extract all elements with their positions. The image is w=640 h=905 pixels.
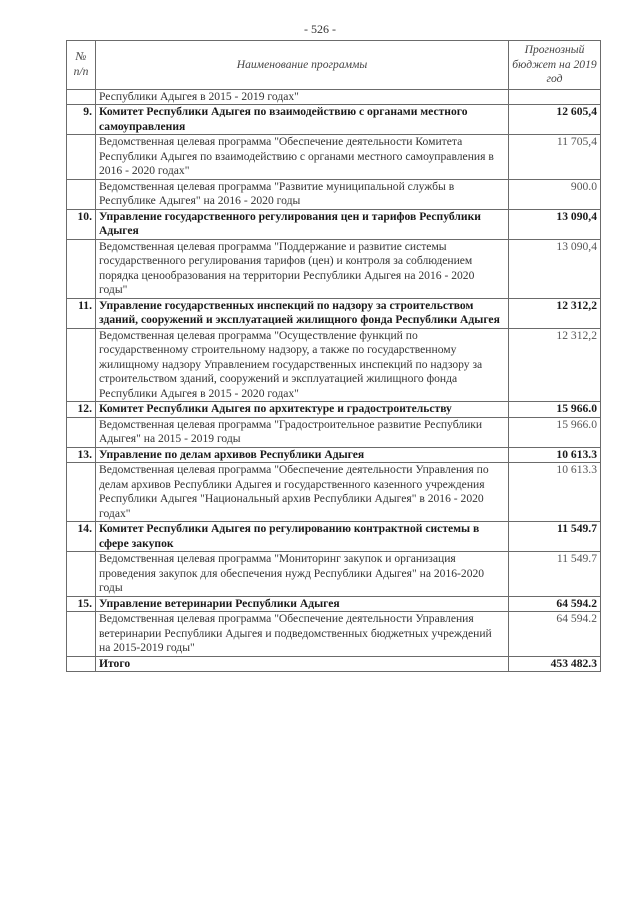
row-num: [67, 239, 96, 298]
row-value: 13 090,4: [509, 239, 601, 298]
row-value: 10 613.3: [509, 447, 601, 463]
row-num: 10.: [67, 209, 96, 239]
total-label: Итого: [96, 656, 509, 672]
row-num: 13.: [67, 447, 96, 463]
row-num: 14.: [67, 522, 96, 552]
row-value: 12 312,2: [509, 328, 601, 402]
program-row: [67, 239, 601, 298]
row-num: 15.: [67, 596, 96, 612]
row-value: 64 594.2: [509, 596, 601, 612]
organization-row: [67, 596, 601, 612]
row-name: Ведомственная целевая программа "Осуществление функций по государственному строительному надзору, а также по государственному жилищному надзору Управлением государственных инспекций по надзору за строительством зданий, сооружений и эксплуатацией жилищного фонда Республики Адыгея в 2015 - 2020 годах": [96, 328, 509, 402]
row-name: Ведомственная целевая программа "Мониторинг закупок и организация проведения закупок для обеспечения нужд Республики Адыгея" на 2016-2020 годы: [96, 552, 509, 597]
table-body: [67, 89, 601, 672]
row-name: Управление государственных инспекций по надзору за строительством зданий, сооружений и эксплуатацией жилищного фонда Республики Адыгея: [96, 298, 509, 328]
program-row: [67, 179, 601, 209]
row-num: [67, 656, 96, 672]
organization-row: [67, 447, 601, 463]
program-row: [67, 417, 601, 447]
organization-row: [67, 209, 601, 239]
row-name: Комитет Республики Адыгея по регулированию контрактной системы в сфере закупок: [96, 522, 509, 552]
budget-table: [66, 40, 601, 672]
row-num: 12.: [67, 402, 96, 418]
continuation-text: Республики Адыгея в 2015 - 2019 годах": [96, 89, 509, 105]
row-num: [67, 135, 96, 180]
program-row: [67, 135, 601, 180]
row-value: 11 549.7: [509, 522, 601, 552]
row-num: [67, 552, 96, 597]
continuation-row: [67, 89, 601, 105]
row-name: Ведомственная целевая программа "Обеспечение деятельности Управления ветеринарии Республики Адыгея и подведомственных бюджетных учреждений на 2015-2019 годы": [96, 612, 509, 657]
row-name: Управление ветеринарии Республики Адыгея: [96, 596, 509, 612]
row-name: Ведомственная целевая программа "Обеспечение деятельности Управления по делам архивов Республики Адыгея и государственного казенного учреждения Республики Адыгея "Национальный архив Республики Адыгея" в 2016 - 2020 годах": [96, 463, 509, 522]
row-value: 10 613.3: [509, 463, 601, 522]
row-value: 64 594.2: [509, 612, 601, 657]
header-name: Наименование программы: [96, 41, 509, 90]
header-num: № п/п: [67, 41, 96, 90]
row-value: 900.0: [509, 179, 601, 209]
row-value: [509, 89, 601, 105]
page-number: - 526 -: [304, 22, 336, 36]
organization-row: [67, 522, 601, 552]
row-name: Ведомственная целевая программа "Развитие муниципальной службы в Республике Адыгея" на 2016 - 2020 годы: [96, 179, 509, 209]
row-value: 13 090,4: [509, 209, 601, 239]
program-row: [67, 612, 601, 657]
row-num: [67, 417, 96, 447]
program-row: [67, 463, 601, 522]
row-value: 11 705,4: [509, 135, 601, 180]
organization-row: [67, 298, 601, 328]
row-name: Комитет Республики Адыгея по взаимодействию с органами местного самоуправления: [96, 105, 509, 135]
total-value: 453 482.3: [509, 656, 601, 672]
header-budget: Прогнозный бюджет на 2019 год: [509, 41, 601, 90]
row-num: [67, 179, 96, 209]
program-row: [67, 552, 601, 597]
row-name: Комитет Республики Адыгея по архитектуре и градостроительству: [96, 402, 509, 418]
row-value: 12 312,2: [509, 298, 601, 328]
row-name: Ведомственная целевая программа "Поддержание и развитие системы государственного регулирования тарифов (цен) и контроля за соблюдением порядка ценообразования на территории Республики Адыгея на 2016 - 2020 годы": [96, 239, 509, 298]
row-value: 15 966.0: [509, 402, 601, 418]
row-num: [67, 463, 96, 522]
row-name: Управление по делам архивов Республики Адыгея: [96, 447, 509, 463]
row-num: [67, 328, 96, 402]
row-name: Ведомственная целевая программа "Градостроительное развитие Республики Адыгея" на 2015 - 2019 годы: [96, 417, 509, 447]
row-value: 15 966.0: [509, 417, 601, 447]
organization-row: [67, 105, 601, 135]
row-num: [67, 89, 96, 105]
row-num: 9.: [67, 105, 96, 135]
organization-row: [67, 402, 601, 418]
row-value: 11 549.7: [509, 552, 601, 597]
table-header-row: [67, 41, 601, 90]
program-row: [67, 328, 601, 402]
row-num: 11.: [67, 298, 96, 328]
row-value: 12 605,4: [509, 105, 601, 135]
row-name: Ведомственная целевая программа "Обеспечение деятельности Комитета Республики Адыгея по взаимодействию с органами местного самоуправления в 2016 - 2020 годах": [96, 135, 509, 180]
row-name: Управление государственного регулирования цен и тарифов Республики Адыгея: [96, 209, 509, 239]
total-row: [67, 656, 601, 672]
row-num: [67, 612, 96, 657]
